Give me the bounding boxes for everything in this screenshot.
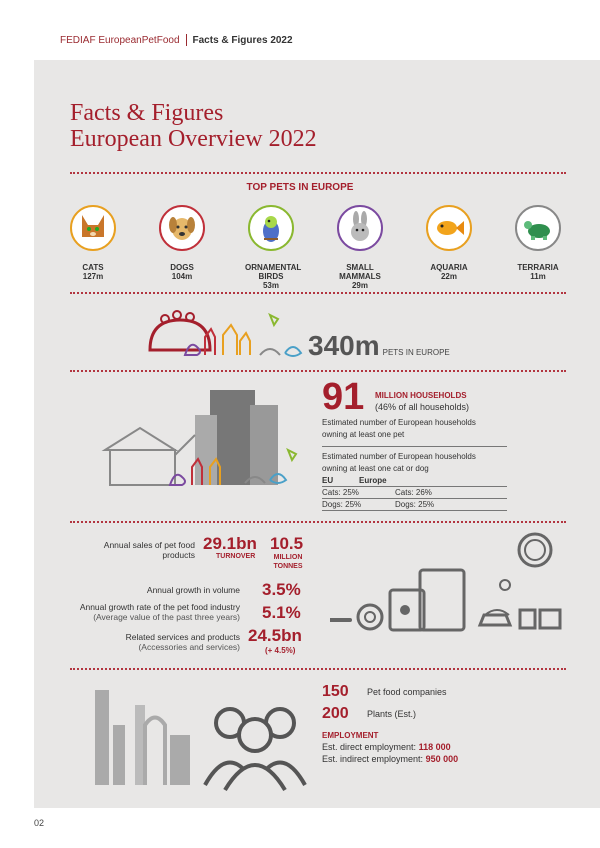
rule (322, 510, 507, 511)
pet-count: 29m (351, 281, 368, 290)
cat-icon (70, 205, 116, 251)
growth-rate-label (40, 602, 240, 622)
growth-rate-value: 5.1% (262, 603, 301, 622)
pet-birds (226, 205, 316, 290)
divider (70, 668, 566, 670)
label-line: Annual growth rate of the pet food industry (79, 602, 240, 612)
tonnes-label (270, 553, 306, 571)
pet-terraria (493, 205, 583, 281)
households-description (322, 417, 476, 441)
europe-heading: Europe (359, 476, 387, 485)
direct-value: 118 000 (418, 742, 451, 752)
pet-count: 22m (440, 272, 457, 281)
households-value: 91 (322, 376, 365, 418)
eu-heading: EU (322, 476, 334, 485)
pet-cats (48, 205, 138, 281)
pet-count: 104m (171, 272, 193, 281)
desc-line: owning at least one pet (322, 430, 405, 439)
pet-name: TERRARIA (517, 263, 559, 272)
companies-value: 150 (322, 683, 349, 700)
eu-cats: Cats: 25% (322, 488, 359, 497)
divider (70, 292, 566, 294)
header-divider (186, 34, 187, 46)
eu-dogs: Dogs: 25% (322, 500, 362, 509)
turtle-icon (515, 205, 561, 251)
rabbit-icon (337, 205, 383, 251)
services-label (60, 632, 240, 652)
pet-aquaria (404, 205, 494, 281)
total-pets-value: 340m (308, 330, 380, 361)
pet-name: CATS (82, 263, 104, 272)
households-illustration (100, 380, 310, 495)
desc-line: owning at least one cat or dog (322, 464, 429, 473)
divider (70, 370, 566, 372)
total-pets (308, 330, 450, 362)
industry-illustration (95, 685, 315, 795)
title-line-1: Facts & Figures (70, 100, 224, 126)
desc-line: Estimated number of European households (322, 452, 476, 461)
direct-label: Est. direct employment: (322, 742, 417, 752)
turnover-value: 29.1bn (203, 534, 257, 553)
plants-label: Plants (Est.) (367, 709, 417, 719)
label-line: Related services and products (125, 632, 240, 642)
employment-heading: EMPLOYMENT (322, 731, 379, 740)
pets-lineup-illustration (145, 305, 305, 365)
rule (322, 446, 507, 447)
page-number: 02 (34, 818, 45, 828)
pet-dogs (137, 205, 227, 281)
section-name: Facts & Figures 2022 (192, 34, 293, 46)
page-title (70, 100, 317, 152)
label-sub: (Average value of the past three years) (93, 612, 240, 622)
top-pets-heading: TOP PETS IN EUROPE (246, 182, 354, 193)
services-change: (+ 4.5%) (265, 646, 296, 655)
turnover-label: TURNOVER (216, 553, 256, 560)
indirect-label: Est. indirect employment: (322, 754, 424, 764)
dog-icon (159, 205, 205, 251)
tonnes-value: 10.5 (270, 534, 304, 553)
europe-dogs: Dogs: 25% (395, 500, 435, 509)
pet-count: 11m (530, 272, 546, 281)
label-line: products (162, 550, 195, 560)
desc-line: Estimated number of European households (322, 418, 476, 427)
growth-label: Annual growth in volume (146, 585, 240, 595)
direct-employment (322, 742, 451, 752)
pet-name: ORNAMENTAL BIRDS (245, 263, 302, 281)
pet-count: 127m (82, 272, 104, 281)
total-pets-label: PETS IN EUROPE (382, 348, 450, 357)
europe-cats: Cats: 26% (395, 488, 432, 497)
annual-sales-label (60, 540, 195, 560)
households-label: MILLION HOUSEHOLDS (375, 391, 467, 400)
label-line: TONNES (273, 563, 303, 570)
label-line: Annual sales of pet food (103, 540, 195, 550)
label-line: MILLION (273, 554, 303, 561)
pet-products-illustration (330, 525, 570, 635)
page-header (60, 34, 293, 46)
indirect-value: 950 000 (425, 754, 459, 764)
plants-value: 200 (322, 705, 349, 722)
indirect-employment (322, 754, 458, 764)
growth-value: 3.5% (262, 580, 301, 599)
households-share: (46% of all households) (375, 402, 470, 412)
pet-name: SMALL MAMMALS (339, 263, 381, 281)
pet-name: DOGS (170, 263, 194, 272)
divider (70, 521, 566, 523)
pet-count: 53m (262, 281, 279, 290)
label-sub: (Accessories and services) (138, 642, 240, 652)
title-line-2: European Overview 2022 (70, 126, 317, 152)
bird-icon (248, 205, 294, 251)
pet-name: AQUARIA (430, 263, 468, 272)
pet-small-mammals (315, 205, 405, 290)
cat-dog-description (322, 451, 476, 475)
divider (70, 172, 566, 174)
services-value: 24.5bn (248, 626, 302, 645)
fish-icon (426, 205, 472, 251)
brand-name: FEDIAF EuropeanPetFood (60, 34, 180, 46)
companies-label: Pet food companies (367, 687, 447, 697)
